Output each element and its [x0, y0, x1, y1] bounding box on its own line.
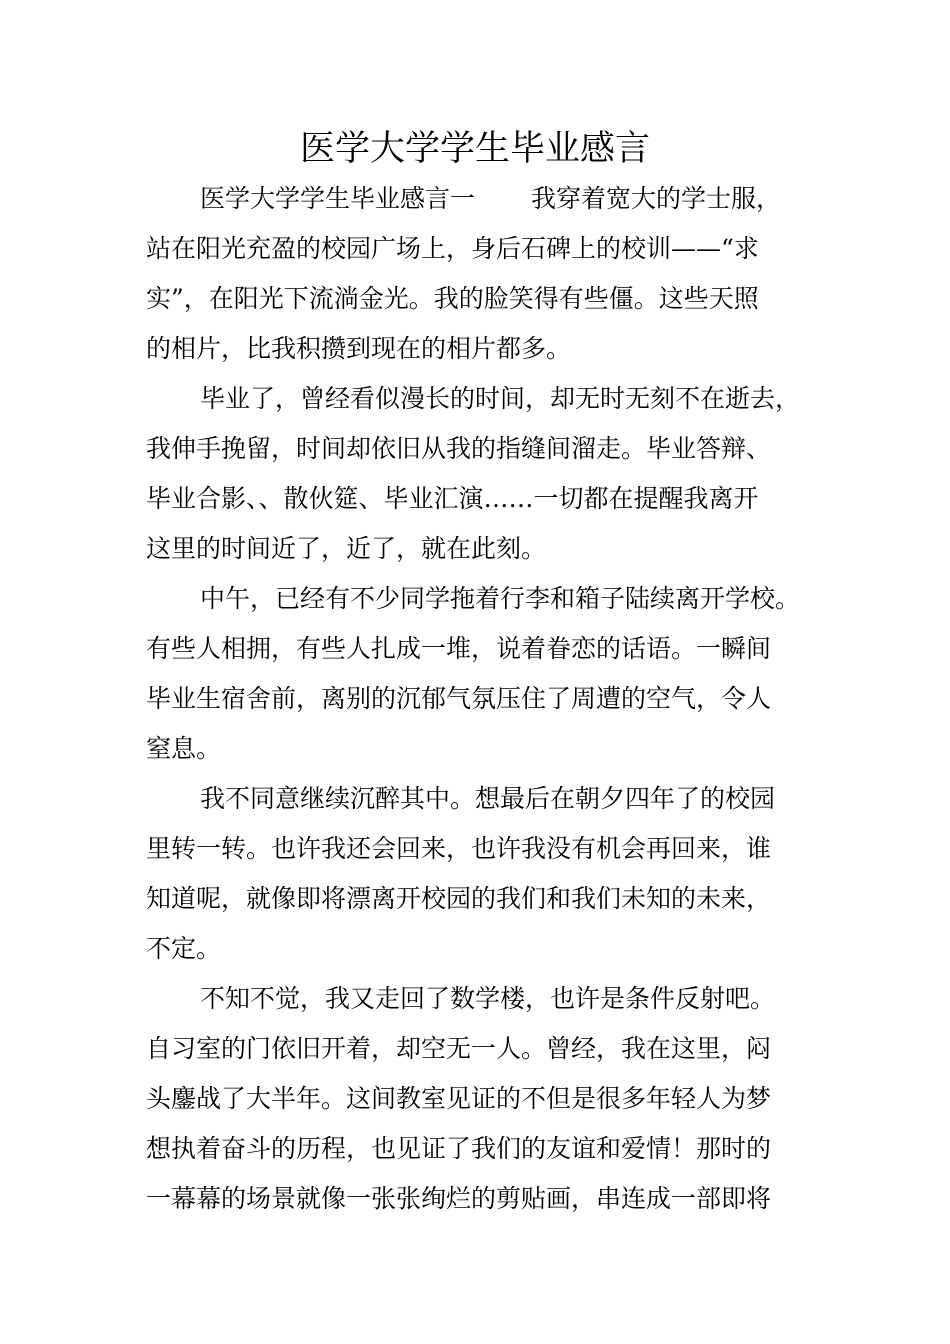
line-text: 想执着奋斗的历程，也见证了我们的友谊和爱情！那时的: [146, 1134, 772, 1163]
line-text: 不定。: [146, 934, 222, 963]
line-text: 的相片，比我积攒到现在的相片都多。: [146, 334, 572, 363]
text-line: [146, 674, 826, 724]
text-line: [146, 974, 826, 1024]
line-text: 站在阳光充盈的校园广场上，身后石碑上的校训——“求: [146, 234, 759, 263]
line-text: 我伸手挽留，时间却依旧从我的指缝间溜走。毕业答辩、: [146, 434, 772, 463]
text-line: [146, 724, 826, 774]
text-line: [146, 424, 826, 474]
line-text: 毕业了，曾经看似漫长的时间，却无时无刻不在逝去，: [200, 384, 801, 413]
line-text: 不知不觉，我又走回了数学楼，也许是条件反射吧。: [200, 984, 776, 1013]
document-body: [146, 174, 826, 1224]
text-line: [146, 1124, 826, 1174]
text-line: [146, 174, 826, 224]
text-line: [146, 524, 826, 574]
text-line: [146, 924, 826, 974]
text-line: [146, 474, 826, 524]
line-text: 头鏖战了大半年。这间教室见证的不但是很多年轻人为梦: [146, 1084, 772, 1113]
text-line: [146, 274, 826, 324]
line-text: 我穿着宽大的学士服，: [531, 184, 782, 213]
text-line: [146, 1074, 826, 1124]
text-line: [146, 774, 826, 824]
line-text: 毕业生宿舍前，离别的沉郁气氛压住了周遭的空气，令人: [146, 684, 772, 713]
line-text: 里转一转。也许我还会回来，也许我没有机会再回来，谁: [146, 834, 772, 863]
text-line: [146, 624, 826, 674]
text-line: [146, 824, 826, 874]
text-line: [146, 874, 826, 924]
text-line: [146, 574, 826, 624]
text-line: [146, 374, 826, 424]
line-text: 知道呢，就像即将漂离开校园的我们和我们未知的未来，: [146, 884, 772, 913]
section-heading: 医学大学学生毕业感言一: [200, 184, 476, 213]
text-line: [146, 224, 826, 274]
line-text: 窒息。: [146, 734, 222, 763]
text-line: [146, 1174, 826, 1224]
line-text: 实”，在阳光下流淌金光。我的脸笑得有些僵。这些天照: [146, 284, 759, 313]
text-line: [146, 1024, 826, 1074]
line-text: 自习室的门依旧开着，却空无一人。曾经，我在这里，闷: [146, 1034, 772, 1063]
text-line: [146, 324, 826, 374]
line-text: 毕业合影、、散伙筵、毕业汇演……一切都在提醒我离开: [146, 484, 759, 513]
line-text: 我不同意继续沉醉其中。想最后在朝夕四年了的校园: [200, 784, 776, 813]
line-text: 这里的时间近了，近了，就在此刻。: [146, 534, 547, 563]
line-text: 中午，已经有不少同学拖着行李和箱子陆续离开学校。: [200, 584, 801, 613]
line-text: 一幕幕的场景就像一张张绚烂的剪贴画，串连成一部即将: [146, 1184, 772, 1213]
line-text: 有些人相拥，有些人扎成一堆，说着眷恋的话语。一瞬间: [146, 634, 772, 663]
page-title: 医学大学学生毕业感言: [299, 129, 650, 169]
